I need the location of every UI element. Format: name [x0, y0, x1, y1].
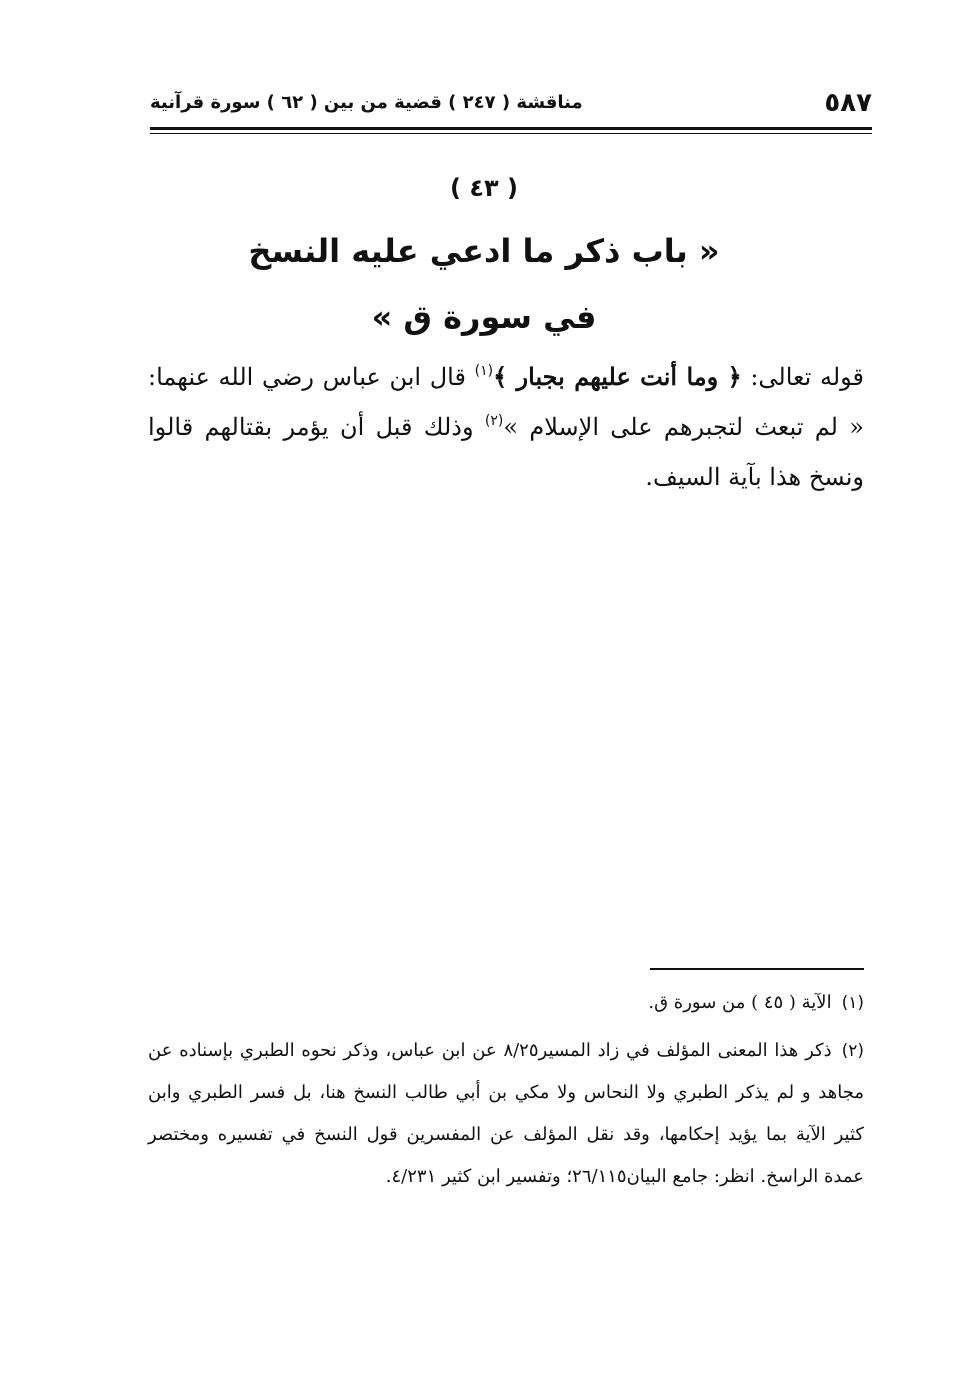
header-rule-thin	[150, 133, 872, 134]
body-paragraph	[148, 352, 864, 502]
quran-verse: ﴿ وما أنت عليهم بجبار ﴾	[493, 362, 742, 391]
footnote-2	[148, 1030, 864, 1198]
running-title: مناقشة ( ٢٤٧ ) قضية من بين ( ٦٢ ) سورة قرآنية	[150, 92, 583, 113]
chapter-title-line2: في سورة ق »	[371, 298, 597, 336]
body-text-part3: وذلك قبل أن يؤمر بقتالهم قالوا ونسخ هذا بآية السيف.	[148, 413, 864, 491]
page-number: ٥٨٧	[824, 88, 872, 118]
footnote-1	[148, 982, 864, 1024]
footnote-text: ذكر هذا المعنى المؤلف في زاد المسير٨/٢٥ عن ابن عباس، وذكر نحوه الطبري بإسناده عن مجاهد و لم يذكر الطبري ولا النحاس ولا مكي بن أبي طالب النسخ هنا، بل فسر الطبري وابن كثير الآية بما يؤيد إحكامها، وقد نقل المؤلف عن المفسرين قول النسخ في تفسيره ومختصر عمدة الراسخ. انظر: جامع البيان٢٦/١١٥؛ وتفسير ابن كثير ٤/٢٣١.	[148, 1040, 864, 1187]
footnote-marker: (١)	[841, 993, 864, 1013]
footnote-ref-1: (١)	[474, 363, 494, 379]
page-header	[150, 86, 872, 124]
header-rule-thick	[150, 127, 872, 130]
footnote-ref-2: (٢)	[484, 413, 504, 429]
chapter-title-line1: « باب ذكر ما ادعي عليه النسخ	[248, 232, 720, 270]
footnote-marker: (٢)	[841, 1041, 865, 1061]
chapter-number: ( ٤٣ )	[450, 174, 518, 202]
footnote-separator	[650, 968, 864, 970]
body-text-part2: قال ابن عباس رضي الله عنهما: « لم تبعث لتجبرهم على الإسلام »	[148, 363, 864, 441]
footnote-text: الآية ( ٤٥ ) من سورة ق.	[648, 992, 832, 1013]
footnotes	[148, 982, 864, 1204]
body-text-part1: قوله تعالى:	[741, 363, 865, 391]
